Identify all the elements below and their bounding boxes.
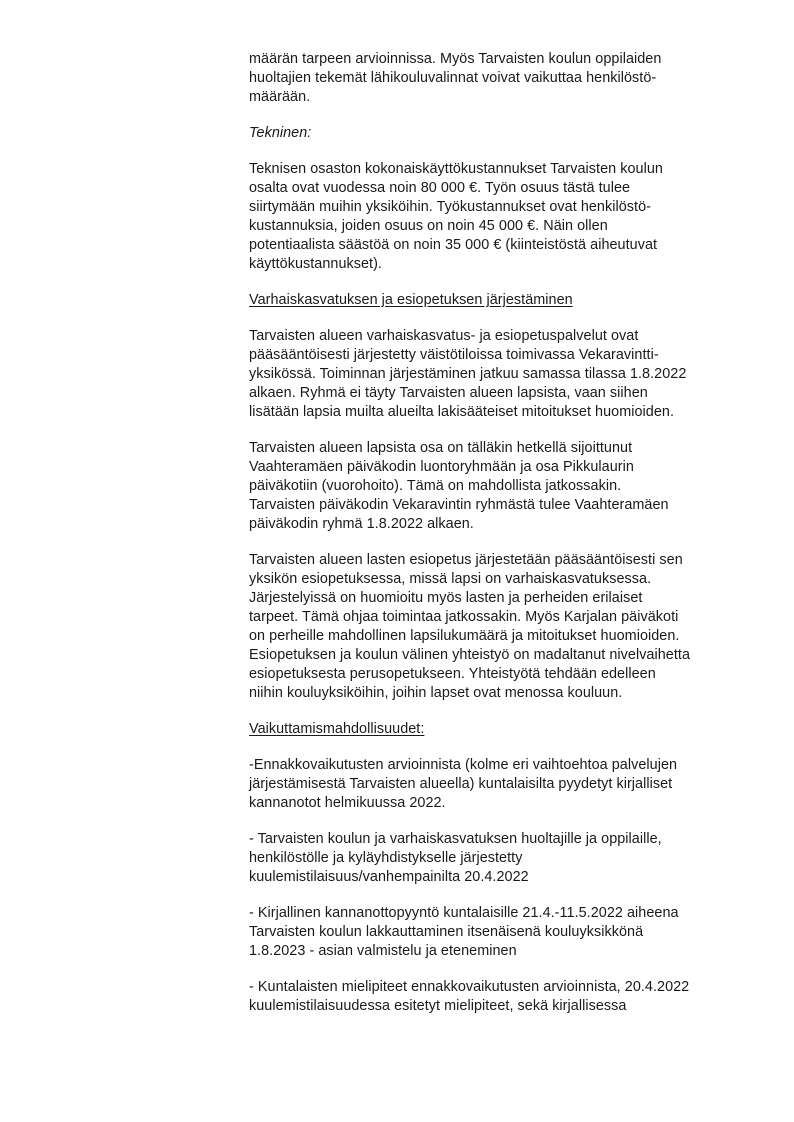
text-line: päiväkodin ryhmä 1.8.2022 alkaen.	[249, 516, 474, 532]
paragraph-kuulemistilaisuus	[249, 830, 759, 887]
text-line: osalta ovat vuodessa noin 80 000 €. Työn osuus tästä tulee	[249, 180, 631, 196]
paragraph-vekaravintti	[249, 327, 759, 422]
paragraph-placements	[249, 439, 759, 534]
text-line: Tarvaisten alueen lapsista osa on tälläkin hetkellä sijoittunut	[249, 440, 633, 456]
text-line: määrään.	[249, 89, 311, 105]
text-line: Vaahteramäen päiväkodin luontoryhmään ja osa Pikkulaurin	[249, 459, 634, 475]
text-line: päiväkotiin (vuorohoito). Tämä on mahdollista jatkossakin.	[249, 478, 622, 494]
text-line: Tarvaisten alueen lasten esiopetus järjestetään pääsääntöisesti sen	[249, 552, 683, 568]
paragraph-staffing-continuation	[249, 50, 759, 107]
text-line: potentiaalista säästöä on noin 35 000 € (kiinteistöstä aiheutuvat	[249, 237, 658, 253]
text-line: on perheille mahdollinen lapsilukumäärä ja mitoitukset huomioiden.	[249, 628, 680, 644]
text-line: Tarvaisten päiväkodin Vekaravintin ryhmästä tulee Vaahteramäen	[249, 497, 669, 513]
text-line: järjestämisestä Tarvaisten alueella) kuntalaisilta pyydetyt kirjalliset	[249, 776, 673, 792]
text-line: -Ennakkovaikutusten arvioinnista (kolme eri vaihtoehtoa palvelujen	[249, 757, 678, 773]
heading-text: Varhaiskasvatuksen ja esiopetuksen järjestäminen	[249, 292, 573, 308]
text-line: lisätään lapsia muilta alueilta lakisääteiset mitoitukset huomioiden.	[249, 404, 675, 420]
text-line: pääsääntöisesti järjestetty väistötiloissa toimivassa Vekaravintti-	[249, 347, 659, 363]
text-line: esiopetuksesta perusopetukseen. Yhteistyötä tehdään edelleen	[249, 666, 656, 682]
text-line: tarpeet. Tämä ohjaa toimintaa jatkossakin. Myös Karjalan päiväkoti	[249, 609, 679, 625]
text-line: siirtymään muihin yksiköihin. Työkustannukset ovat henkilöstö-	[249, 199, 651, 215]
text-line: Teknisen osaston kokonaiskäyttökustannukset Tarvaisten koulun	[249, 161, 663, 177]
text-line: yksikön esiopetuksessa, missä lapsi on varhaiskasvatuksessa.	[249, 571, 652, 587]
text-line: huoltajien tekemät lähikouluvalinnat voivat vaikuttaa henkilöstö-	[249, 70, 657, 86]
text-line: - Kirjallinen kannanottopyyntö kuntalaisille 21.4.-11.5.2022 aiheena	[249, 905, 679, 921]
paragraph-ennakkovaikutusten	[249, 756, 759, 813]
text-line: henkilöstölle ja kyläyhdistykselle järjestetty	[249, 850, 523, 866]
text-line: kuulemistilaisuus/vanhempainilta 20.4.2022	[249, 869, 529, 885]
heading-vaikuttamismahdollisuudet	[249, 720, 759, 739]
heading-text: Tekninen:	[249, 125, 312, 141]
text-line: 1.8.2023 - asian valmistelu ja eteneminen	[249, 943, 517, 959]
text-line: Tarvaisten alueen varhaiskasvatus- ja esiopetuspalvelut ovat	[249, 328, 639, 344]
text-line: kuulemistilaisuudessa esitetyt mielipiteet, sekä kirjallisessa	[249, 998, 627, 1014]
paragraph-esiopetus	[249, 551, 759, 703]
heading-varhaiskasvatus	[249, 291, 759, 310]
text-line: - Kuntalaisten mielipiteet ennakkovaikutusten arvioinnista, 20.4.2022	[249, 979, 690, 995]
text-line: määrän tarpeen arvioinnissa. Myös Tarvaisten koulun oppilaiden	[249, 51, 662, 67]
text-line: Tarvaisten koulun lakkauttaminen itsenäisenä kouluyksikkönä	[249, 924, 644, 940]
text-line: alkaen. Ryhmä ei täyty Tarvaisten alueen lapsista, vaan siihen	[249, 385, 648, 401]
heading-tekninen	[249, 124, 759, 143]
text-line: niihin kouluyksiköihin, joihin lapset ovat menossa kouluun.	[249, 685, 623, 701]
text-line: käyttökustannukset).	[249, 256, 382, 272]
paragraph-technical-costs	[249, 160, 759, 274]
heading-text: Vaikuttamismahdollisuudet:	[249, 721, 425, 737]
paragraph-kannanottopyynto	[249, 904, 759, 961]
text-line: Järjestelyissä on huomioitu myös lasten ja perheiden erilaiset	[249, 590, 643, 606]
paragraph-mielipiteet	[249, 978, 759, 1016]
text-line: - Tarvaisten koulun ja varhaiskasvatuksen huoltajille ja oppilaille,	[249, 831, 662, 847]
text-line: yksikössä. Toiminnan järjestäminen jatkuu samassa tilassa 1.8.2022	[249, 366, 687, 382]
text-line: kannanotot helmikuussa 2022.	[249, 795, 446, 811]
document-page	[249, 50, 759, 1033]
text-line: Esiopetuksen ja koulun välinen yhteistyö on madaltanut nivelvaihetta	[249, 647, 690, 663]
text-line: kustannuksia, joiden osuus on noin 45 000 €. Näin ollen	[249, 218, 608, 234]
